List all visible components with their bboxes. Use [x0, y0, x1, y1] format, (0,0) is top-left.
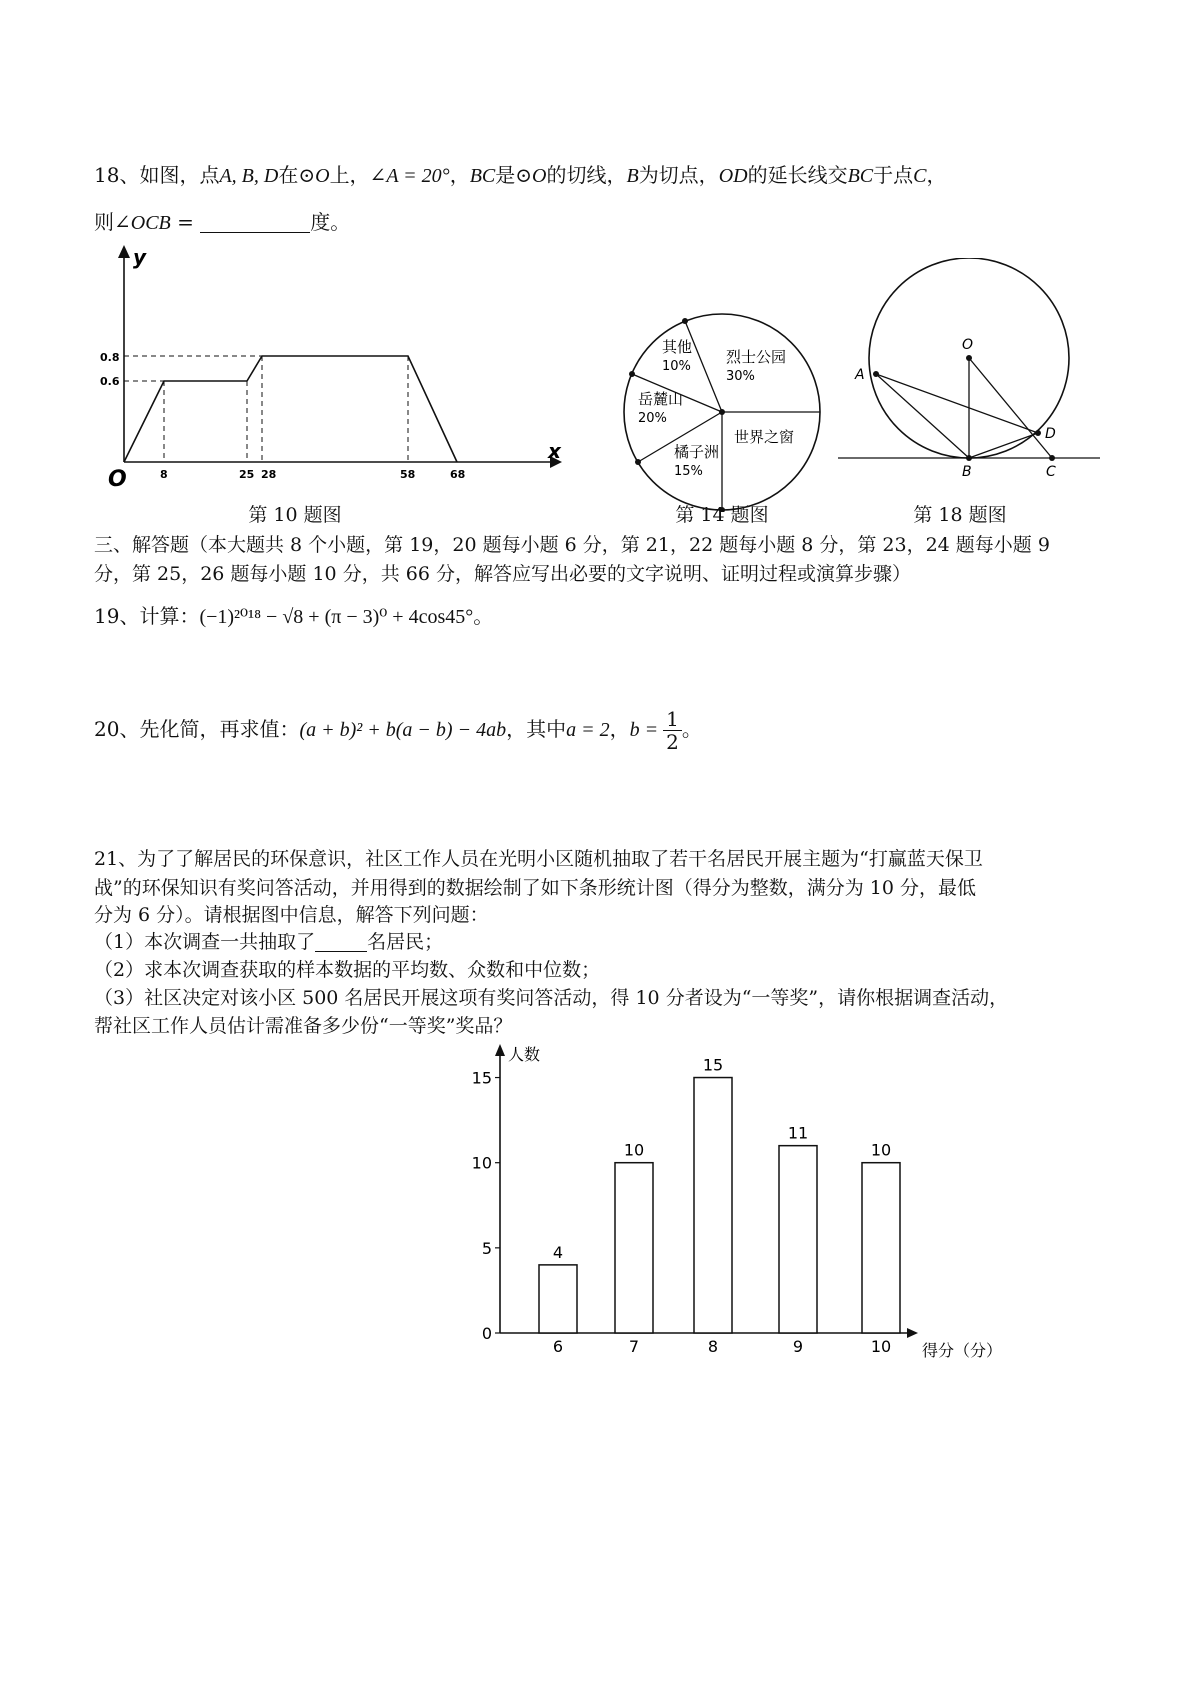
chart-bar [779, 1146, 817, 1333]
chart-bar [539, 1265, 577, 1333]
fig14-pct: 15% [674, 464, 703, 479]
fig10-xtick: 25 [239, 468, 255, 481]
q21-answer-blank[interactable] [315, 931, 367, 952]
fig10-ytick: 0.8 [100, 351, 120, 364]
chart-data-label: 4 [552, 1242, 564, 1262]
section3-line2: 分，第 25，26 题每小题 10 分，共 66 分，解答应写出必要的文字说明、证明过程或演算步骤） [94, 563, 911, 585]
chart-ytick-label: 0 [481, 1324, 492, 1343]
chart-x-arrow [907, 1328, 918, 1338]
fig14-label: 烈士公园 [726, 348, 787, 366]
fig14-label: 世界之窗 [734, 428, 795, 446]
fig10-polyline [124, 356, 457, 462]
q21-bar-chart [470, 1038, 1030, 1370]
fig18-point-D [1035, 430, 1041, 436]
q18-answer-blank[interactable] [200, 212, 310, 233]
fig10-xtick: 58 [400, 468, 416, 481]
fig10-graph [100, 240, 580, 500]
fig14-label: 橘子洲 [674, 443, 720, 461]
chart-data-label: 10 [623, 1140, 645, 1160]
fig10-y-label: y [133, 245, 147, 269]
fig18-diagram [838, 258, 1108, 488]
chart-xtick-label: 9 [792, 1337, 804, 1356]
q21-part3-line1: （3）社区决定对该小区 500 名居民开展这项有奖问答活动，得 10 分者设为“一等奖”，请你根据调查活动， [94, 987, 1009, 1009]
fig18-label-B: B [962, 464, 972, 480]
fig18-segment-AD [876, 374, 1038, 433]
fig10-ytick: 0.6 [100, 375, 120, 388]
chart-bar [862, 1163, 900, 1333]
chart-ytick-label: 15 [471, 1068, 492, 1088]
fig18-point-B [966, 455, 972, 461]
chart-xtick-label: 7 [628, 1337, 640, 1356]
chart-xtick-label: 8 [707, 1337, 719, 1356]
chart-ytick-label: 10 [471, 1153, 492, 1173]
chart-xlabel: 得分（分） [922, 1341, 1003, 1360]
fig10-x-label: x [548, 439, 561, 463]
fig10-y-arrow [118, 245, 130, 258]
q20-expression: (a + b)² + b(a − b) − 4ab [299, 719, 507, 741]
fig14-center-dot [719, 409, 725, 415]
chart-ytick-label: 5 [481, 1238, 492, 1258]
q18-line1: 18、如图，点A, B, D在⊙O上，∠A = 20°，BC是⊙O的切线，B为切点，OD的延长线交BC于点C， [94, 163, 947, 187]
fig18-point-O [966, 355, 972, 361]
q19-expression: (−1)²⁰¹⁸ − √8 + (π − 3)⁰ + 4cos45° [199, 606, 474, 628]
fig18-segment-AB [876, 374, 969, 458]
q21-line3: 分为 6 分）。请根据图中信息，解答下列问题： [94, 904, 489, 926]
fig14-pct: 20% [638, 411, 667, 426]
q20: 20、先化简，再求值：(a + b)² + b(a − b) − 4ab，其中a = 2，b = $\frac{1}{2}$ 。 [94, 707, 702, 754]
q19: 19、计算：(−1)²⁰¹⁸ − √8 + (π − 3)⁰ + 4cos45°。 [94, 604, 494, 628]
fig10-xtick: 68 [450, 468, 466, 481]
section3-line1: 三、解答题（本大题共 8 个小题，第 19，20 题每小题 6 分，第 21，22 题每小题 8 分，第 23，24 题每小题 9 [94, 534, 1050, 556]
fig14-pct: 30% [726, 369, 755, 384]
chart-data-label: 11 [787, 1123, 809, 1143]
fig18-point-A [873, 371, 879, 377]
fig18-caption: 第 18 题图 [913, 504, 1007, 526]
fig18-label-C: C [1046, 464, 1056, 480]
fig14-pct: 10% [662, 359, 691, 374]
q21-part2: （2）求本次调查获取的样本数据的平均数、众数和中位数； [94, 959, 601, 981]
chart-ylabel: 人数 [508, 1045, 541, 1064]
q21-line2: 战”的环保知识有奖问答活动，并用得到的数据绘制了如下条形统计图（得分为整数，满分为 10 分，最低 [94, 877, 976, 899]
chart-bar [694, 1078, 732, 1333]
fig14-caption: 第 14 题图 [675, 504, 769, 526]
fig14-dot [635, 459, 641, 465]
chart-bar [615, 1163, 653, 1333]
fig18-label-A: A [855, 367, 865, 383]
fig14-label: 岳麓山 [638, 390, 684, 408]
q21-part3-line2: 帮社区工作人员估计需准备多少份“一等奖”奖品？ [94, 1015, 513, 1037]
fig18-label-D: D [1045, 426, 1056, 442]
q18-line2: 则∠OCB = 度。 [94, 210, 351, 234]
fig18-label-O: O [962, 337, 974, 353]
q18-angle: A = 20° [386, 165, 450, 187]
chart-bars [472, 1056, 900, 1356]
fig18-segment-BD [969, 433, 1038, 458]
fig18-point-C [1049, 455, 1055, 461]
fig14-dot [682, 318, 688, 324]
chart-data-label: 10 [870, 1140, 892, 1160]
q21-line1: 21、为了了解居民的环保意识，社区工作人员在光明小区随机抽取了若干名居民开展主题为“打赢蓝天保卫 [94, 848, 983, 870]
fig10-origin: O [108, 467, 127, 492]
chart-xtick-label: 6 [552, 1337, 564, 1356]
fig10-xtick: 8 [160, 468, 168, 481]
chart-data-label: 15 [702, 1055, 724, 1075]
q18-points: A, B, D [219, 165, 279, 187]
chart-y-arrow [495, 1044, 505, 1056]
fig14-pie [622, 312, 822, 512]
q21-part1: （1）本次调查一共抽取了 名居民； [94, 931, 444, 953]
q20-fraction: $\frac{1}{2}$ [663, 708, 682, 753]
fig14-dot [629, 371, 635, 377]
chart-xtick-label: 10 [870, 1337, 892, 1356]
fig10-xtick: 28 [261, 468, 277, 481]
fig10-caption: 第 10 题图 [248, 504, 342, 526]
fig14-label: 其他 [662, 338, 693, 356]
